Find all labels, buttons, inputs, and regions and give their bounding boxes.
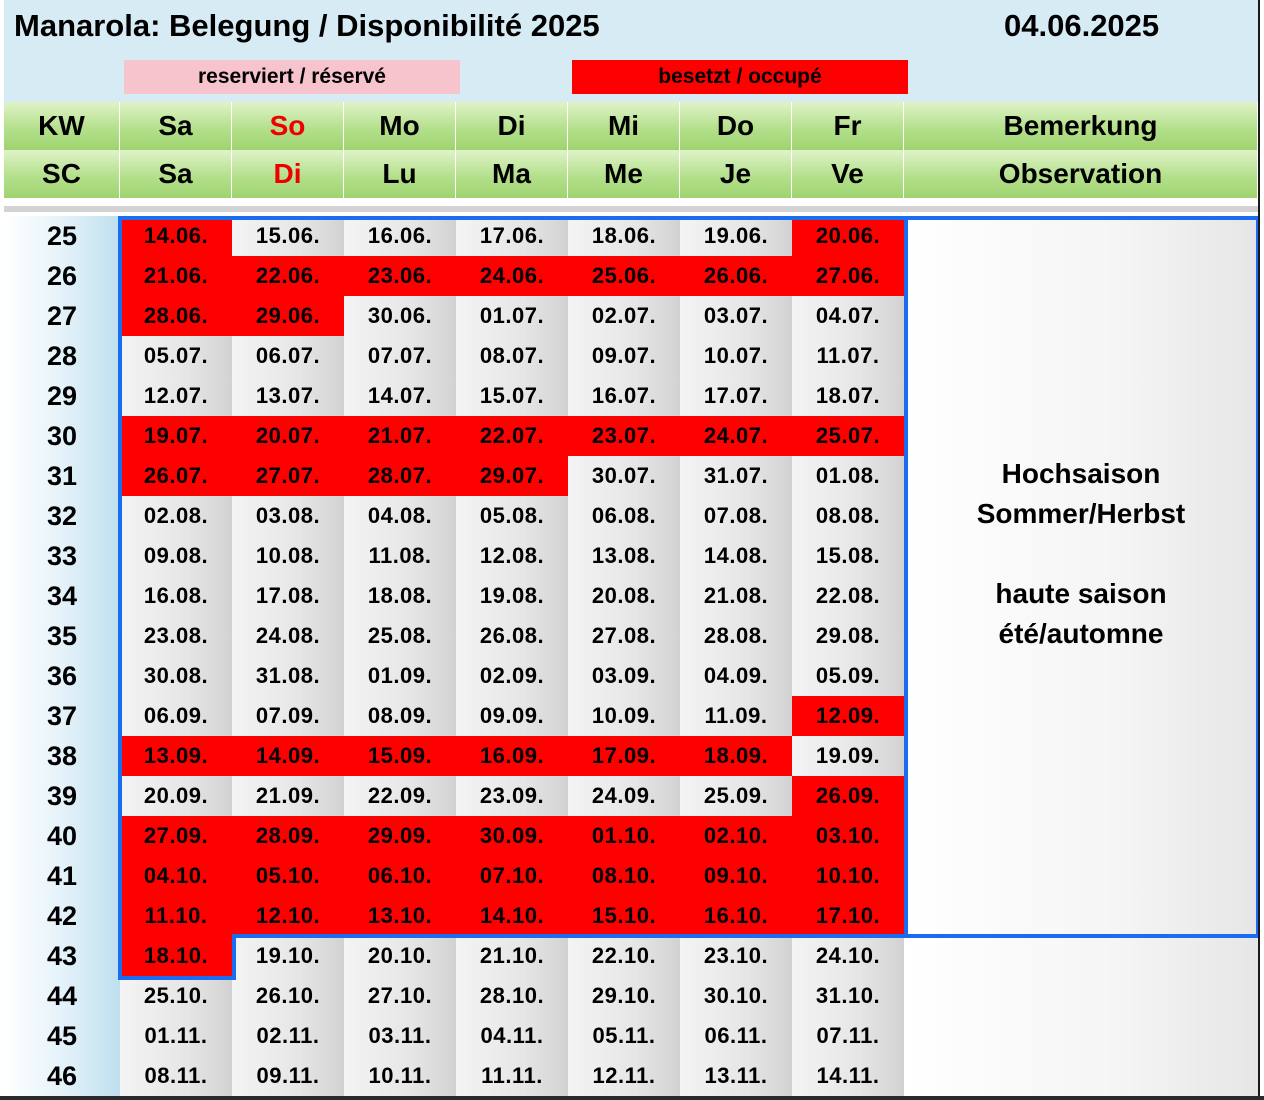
day-cell-free: 03.09. bbox=[568, 656, 680, 696]
day-cell-free: 02.08. bbox=[120, 496, 232, 536]
sheet-right-edge bbox=[1258, 0, 1260, 1100]
day-cell-free: 08.11. bbox=[120, 1056, 232, 1096]
header-cell-columns_de-4: Di bbox=[456, 102, 568, 150]
day-cell-free: 14.08. bbox=[680, 536, 792, 576]
header-divider bbox=[4, 198, 1258, 208]
day-cell-free: 08.09. bbox=[344, 696, 456, 736]
day-cell-free: 29.08. bbox=[792, 616, 904, 656]
day-cell-free: 02.07. bbox=[568, 296, 680, 336]
week-number: 25 bbox=[4, 216, 120, 256]
week-number: 40 bbox=[4, 816, 120, 856]
header-row-french bbox=[4, 150, 1258, 198]
legend-occupied: besetzt / occupé bbox=[572, 60, 908, 94]
day-cell-occupied: 19.07. bbox=[120, 416, 232, 456]
day-cell-free: 10.07. bbox=[680, 336, 792, 376]
day-cell-free: 25.08. bbox=[344, 616, 456, 656]
day-cell-occupied: 29.06. bbox=[232, 296, 344, 336]
day-cell-occupied: 15.10. bbox=[568, 896, 680, 936]
season-outline bbox=[118, 216, 908, 938]
remark-line-1: Hochsaison bbox=[1001, 458, 1161, 489]
day-cell-free: 29.10. bbox=[568, 976, 680, 1016]
day-cell-free: 11.09. bbox=[680, 696, 792, 736]
day-cell-occupied: 18.10. bbox=[120, 936, 232, 976]
week-number: 46 bbox=[4, 1056, 120, 1096]
day-cell-occupied: 20.07. bbox=[232, 416, 344, 456]
day-cell-free: 15.07. bbox=[456, 376, 568, 416]
day-cell-occupied: 14.10. bbox=[456, 896, 568, 936]
day-cell-free: 25.10. bbox=[120, 976, 232, 1016]
header-cell-columns_de-2: So bbox=[232, 102, 344, 150]
header-cell-columns_fr-6: Je bbox=[680, 150, 792, 198]
day-cell-occupied: 12.10. bbox=[232, 896, 344, 936]
day-cell-free: 31.08. bbox=[232, 656, 344, 696]
day-cell-free: 23.08. bbox=[120, 616, 232, 656]
day-cell-occupied: 26.07. bbox=[120, 456, 232, 496]
sheet-bottom-edge bbox=[0, 1096, 1264, 1100]
day-cell-free: 06.08. bbox=[568, 496, 680, 536]
day-cell-free: 06.09. bbox=[120, 696, 232, 736]
day-cell-free: 06.07. bbox=[232, 336, 344, 376]
day-cell-free: 04.09. bbox=[680, 656, 792, 696]
day-cell-free: 17.08. bbox=[232, 576, 344, 616]
week-number: 28 bbox=[4, 336, 120, 376]
day-cell-free: 05.11. bbox=[568, 1016, 680, 1056]
day-cell-free: 18.07. bbox=[792, 376, 904, 416]
header-cell-columns_de-8: Bemerkung bbox=[904, 102, 1258, 150]
day-cell-free: 09.08. bbox=[120, 536, 232, 576]
day-cell-occupied: 25.07. bbox=[792, 416, 904, 456]
header-cell-columns_fr-3: Lu bbox=[344, 150, 456, 198]
day-cell-free: 17.07. bbox=[680, 376, 792, 416]
day-cell-occupied: 14.09. bbox=[232, 736, 344, 776]
day-cell-occupied: 28.09. bbox=[232, 816, 344, 856]
week-number: 45 bbox=[4, 1016, 120, 1056]
day-cell-free: 06.11. bbox=[680, 1016, 792, 1056]
week-number: 31 bbox=[4, 456, 120, 496]
day-cell-free: 10.09. bbox=[568, 696, 680, 736]
day-cell-occupied: 28.07. bbox=[344, 456, 456, 496]
day-cell-occupied: 25.06. bbox=[568, 256, 680, 296]
day-cell-occupied: 10.10. bbox=[792, 856, 904, 896]
day-cell-free: 05.08. bbox=[456, 496, 568, 536]
day-cell-free: 17.06. bbox=[456, 216, 568, 256]
season-outline-tail bbox=[118, 934, 236, 980]
day-cell-occupied: 18.09. bbox=[680, 736, 792, 776]
day-cell-free: 30.08. bbox=[120, 656, 232, 696]
day-cell-free: 24.10. bbox=[792, 936, 904, 976]
day-cell-occupied: 26.06. bbox=[680, 256, 792, 296]
day-cell-free: 26.08. bbox=[456, 616, 568, 656]
remark-cell bbox=[904, 976, 1258, 1016]
day-cell-occupied: 01.10. bbox=[568, 816, 680, 856]
day-cell-free: 16.06. bbox=[344, 216, 456, 256]
week-number: 41 bbox=[4, 856, 120, 896]
day-cell-free: 27.10. bbox=[344, 976, 456, 1016]
day-cell-occupied: 30.09. bbox=[456, 816, 568, 856]
day-cell-occupied: 22.07. bbox=[456, 416, 568, 456]
day-cell-free: 14.11. bbox=[792, 1056, 904, 1096]
day-cell-free: 04.07. bbox=[792, 296, 904, 336]
day-cell-free: 01.11. bbox=[120, 1016, 232, 1056]
day-cell-free: 10.08. bbox=[232, 536, 344, 576]
table-row bbox=[4, 1056, 1258, 1096]
day-cell-free: 02.09. bbox=[456, 656, 568, 696]
header-cell-columns_de-3: Mo bbox=[344, 102, 456, 150]
day-cell-occupied: 03.10. bbox=[792, 816, 904, 856]
season-outline-step bbox=[232, 934, 908, 938]
day-cell-free: 08.07. bbox=[456, 336, 568, 376]
day-cell-free: 31.07. bbox=[680, 456, 792, 496]
day-cell-free: 01.07. bbox=[456, 296, 568, 336]
header-cell-columns_fr-4: Ma bbox=[456, 150, 568, 198]
day-cell-free: 15.08. bbox=[792, 536, 904, 576]
day-cell-occupied: 14.06. bbox=[120, 216, 232, 256]
day-cell-occupied: 27.07. bbox=[232, 456, 344, 496]
day-cell-free: 03.08. bbox=[232, 496, 344, 536]
remark-line-2: Sommer/Herbst bbox=[976, 498, 1186, 529]
week-number: 26 bbox=[4, 256, 120, 296]
header-cell-columns_fr-7: Ve bbox=[792, 150, 904, 198]
remark-cell bbox=[904, 1016, 1258, 1056]
day-cell-free: 07.08. bbox=[680, 496, 792, 536]
day-cell-free: 18.08. bbox=[344, 576, 456, 616]
day-cell-free: 20.10. bbox=[344, 936, 456, 976]
header-cell-columns_de-5: Mi bbox=[568, 102, 680, 150]
week-number: 38 bbox=[4, 736, 120, 776]
week-number: 36 bbox=[4, 656, 120, 696]
header-cell-columns_fr-5: Me bbox=[568, 150, 680, 198]
day-cell-free: 21.09. bbox=[232, 776, 344, 816]
day-cell-free: 19.06. bbox=[680, 216, 792, 256]
header-cell-columns_de-7: Fr bbox=[792, 102, 904, 150]
day-cell-free: 25.09. bbox=[680, 776, 792, 816]
day-cell-free: 13.07. bbox=[232, 376, 344, 416]
week-number: 33 bbox=[4, 536, 120, 576]
day-cell-free: 19.10. bbox=[232, 936, 344, 976]
day-cell-free: 21.08. bbox=[680, 576, 792, 616]
day-cell-occupied: 20.06. bbox=[792, 216, 904, 256]
day-cell-free: 08.08. bbox=[792, 496, 904, 536]
day-cell-occupied: 26.09. bbox=[792, 776, 904, 816]
day-cell-occupied: 08.10. bbox=[568, 856, 680, 896]
day-cell-free: 01.09. bbox=[344, 656, 456, 696]
day-cell-occupied: 05.10. bbox=[232, 856, 344, 896]
week-number: 39 bbox=[4, 776, 120, 816]
day-cell-free: 22.10. bbox=[568, 936, 680, 976]
day-cell-free: 04.11. bbox=[456, 1016, 568, 1056]
current-date: 04.06.2025 bbox=[1004, 8, 1160, 43]
day-cell-occupied: 23.07. bbox=[568, 416, 680, 456]
day-cell-free: 10.11. bbox=[344, 1056, 456, 1096]
day-cell-occupied: 28.06. bbox=[120, 296, 232, 336]
day-cell-free: 07.07. bbox=[344, 336, 456, 376]
header-cell-columns_de-0: KW bbox=[4, 102, 120, 150]
week-number: 27 bbox=[4, 296, 120, 336]
day-cell-free: 19.09. bbox=[792, 736, 904, 776]
day-cell-free: 05.07. bbox=[120, 336, 232, 376]
day-cell-occupied: 06.10. bbox=[344, 856, 456, 896]
day-cell-occupied: 07.10. bbox=[456, 856, 568, 896]
day-cell-free: 13.08. bbox=[568, 536, 680, 576]
day-cell-occupied: 27.06. bbox=[792, 256, 904, 296]
day-cell-free: 12.11. bbox=[568, 1056, 680, 1096]
day-cell-occupied: 23.06. bbox=[344, 256, 456, 296]
week-number: 44 bbox=[4, 976, 120, 1016]
day-cell-free: 09.11. bbox=[232, 1056, 344, 1096]
day-cell-free: 22.09. bbox=[344, 776, 456, 816]
day-cell-free: 09.09. bbox=[456, 696, 568, 736]
day-cell-free: 21.10. bbox=[456, 936, 568, 976]
day-cell-free: 03.11. bbox=[344, 1016, 456, 1056]
header-cell-columns_fr-1: Sa bbox=[120, 150, 232, 198]
day-cell-free: 23.10. bbox=[680, 936, 792, 976]
day-cell-occupied: 13.10. bbox=[344, 896, 456, 936]
header-row-german bbox=[4, 102, 1258, 150]
day-cell-free: 14.07. bbox=[344, 376, 456, 416]
header-cell-columns_fr-0: SC bbox=[4, 150, 120, 198]
day-cell-occupied: 11.10. bbox=[120, 896, 232, 936]
day-cell-free: 15.06. bbox=[232, 216, 344, 256]
day-cell-free: 26.10. bbox=[232, 976, 344, 1016]
table-row bbox=[4, 976, 1258, 1016]
day-cell-occupied: 13.09. bbox=[120, 736, 232, 776]
day-cell-free: 02.11. bbox=[232, 1016, 344, 1056]
day-cell-free: 24.08. bbox=[232, 616, 344, 656]
day-cell-free: 20.09. bbox=[120, 776, 232, 816]
day-cell-occupied: 21.07. bbox=[344, 416, 456, 456]
remarks-outline bbox=[904, 216, 1260, 938]
day-cell-occupied: 16.10. bbox=[680, 896, 792, 936]
week-number: 32 bbox=[4, 496, 120, 536]
day-cell-occupied: 22.06. bbox=[232, 256, 344, 296]
day-cell-free: 27.08. bbox=[568, 616, 680, 656]
header-cell-columns_de-6: Do bbox=[680, 102, 792, 150]
day-cell-free: 19.08. bbox=[456, 576, 568, 616]
day-cell-occupied: 04.10. bbox=[120, 856, 232, 896]
day-cell-free: 13.11. bbox=[680, 1056, 792, 1096]
week-number: 34 bbox=[4, 576, 120, 616]
day-cell-free: 22.08. bbox=[792, 576, 904, 616]
day-cell-occupied: 29.07. bbox=[456, 456, 568, 496]
day-cell-free: 11.08. bbox=[344, 536, 456, 576]
remark-line-4: été/automne bbox=[998, 618, 1164, 649]
day-cell-occupied: 02.10. bbox=[680, 816, 792, 856]
day-cell-occupied: 21.06. bbox=[120, 256, 232, 296]
day-cell-free: 01.08. bbox=[792, 456, 904, 496]
page-title: Manarola: Belegung / Disponibilité 2025 bbox=[14, 8, 600, 43]
day-cell-free: 16.08. bbox=[120, 576, 232, 616]
day-cell-occupied: 29.09. bbox=[344, 816, 456, 856]
day-cell-occupied: 16.09. bbox=[456, 736, 568, 776]
day-cell-free: 18.06. bbox=[568, 216, 680, 256]
week-number: 37 bbox=[4, 696, 120, 736]
day-cell-free: 24.09. bbox=[568, 776, 680, 816]
remark-cell bbox=[904, 1056, 1258, 1096]
day-cell-free: 07.09. bbox=[232, 696, 344, 736]
day-cell-free: 16.07. bbox=[568, 376, 680, 416]
day-cell-occupied: 24.07. bbox=[680, 416, 792, 456]
day-cell-free: 03.07. bbox=[680, 296, 792, 336]
day-cell-free: 11.11. bbox=[456, 1056, 568, 1096]
day-cell-free: 20.08. bbox=[568, 576, 680, 616]
day-cell-occupied: 17.09. bbox=[568, 736, 680, 776]
week-number: 42 bbox=[4, 896, 120, 936]
table-row bbox=[4, 1016, 1258, 1056]
day-cell-free: 28.08. bbox=[680, 616, 792, 656]
week-number: 30 bbox=[4, 416, 120, 456]
legend-reserved: reserviert / réservé bbox=[124, 60, 460, 94]
day-cell-free: 12.07. bbox=[120, 376, 232, 416]
week-number: 43 bbox=[4, 936, 120, 976]
header-cell-columns_fr-2: Di bbox=[232, 150, 344, 198]
week-number: 29 bbox=[4, 376, 120, 416]
header-cell-columns_fr-8: Observation bbox=[904, 150, 1258, 198]
day-cell-free: 09.07. bbox=[568, 336, 680, 376]
remark-cell bbox=[904, 936, 1258, 976]
day-cell-occupied: 24.06. bbox=[456, 256, 568, 296]
day-cell-occupied: 09.10. bbox=[680, 856, 792, 896]
day-cell-free: 05.09. bbox=[792, 656, 904, 696]
day-cell-free: 28.10. bbox=[456, 976, 568, 1016]
day-cell-free: 30.06. bbox=[344, 296, 456, 336]
day-cell-free: 30.10. bbox=[680, 976, 792, 1016]
header-cell-columns_de-1: Sa bbox=[120, 102, 232, 150]
day-cell-occupied: 12.09. bbox=[792, 696, 904, 736]
day-cell-free: 11.07. bbox=[792, 336, 904, 376]
remark-line-3: haute saison bbox=[995, 578, 1167, 609]
day-cell-occupied: 17.10. bbox=[792, 896, 904, 936]
day-cell-free: 12.08. bbox=[456, 536, 568, 576]
day-cell-free: 23.09. bbox=[456, 776, 568, 816]
day-cell-occupied: 27.09. bbox=[120, 816, 232, 856]
day-cell-free: 30.07. bbox=[568, 456, 680, 496]
day-cell-free: 07.11. bbox=[792, 1016, 904, 1056]
day-cell-free: 31.10. bbox=[792, 976, 904, 1016]
title-band bbox=[4, 0, 1260, 102]
day-cell-free: 04.08. bbox=[344, 496, 456, 536]
week-number: 35 bbox=[4, 616, 120, 656]
day-cell-occupied: 15.09. bbox=[344, 736, 456, 776]
